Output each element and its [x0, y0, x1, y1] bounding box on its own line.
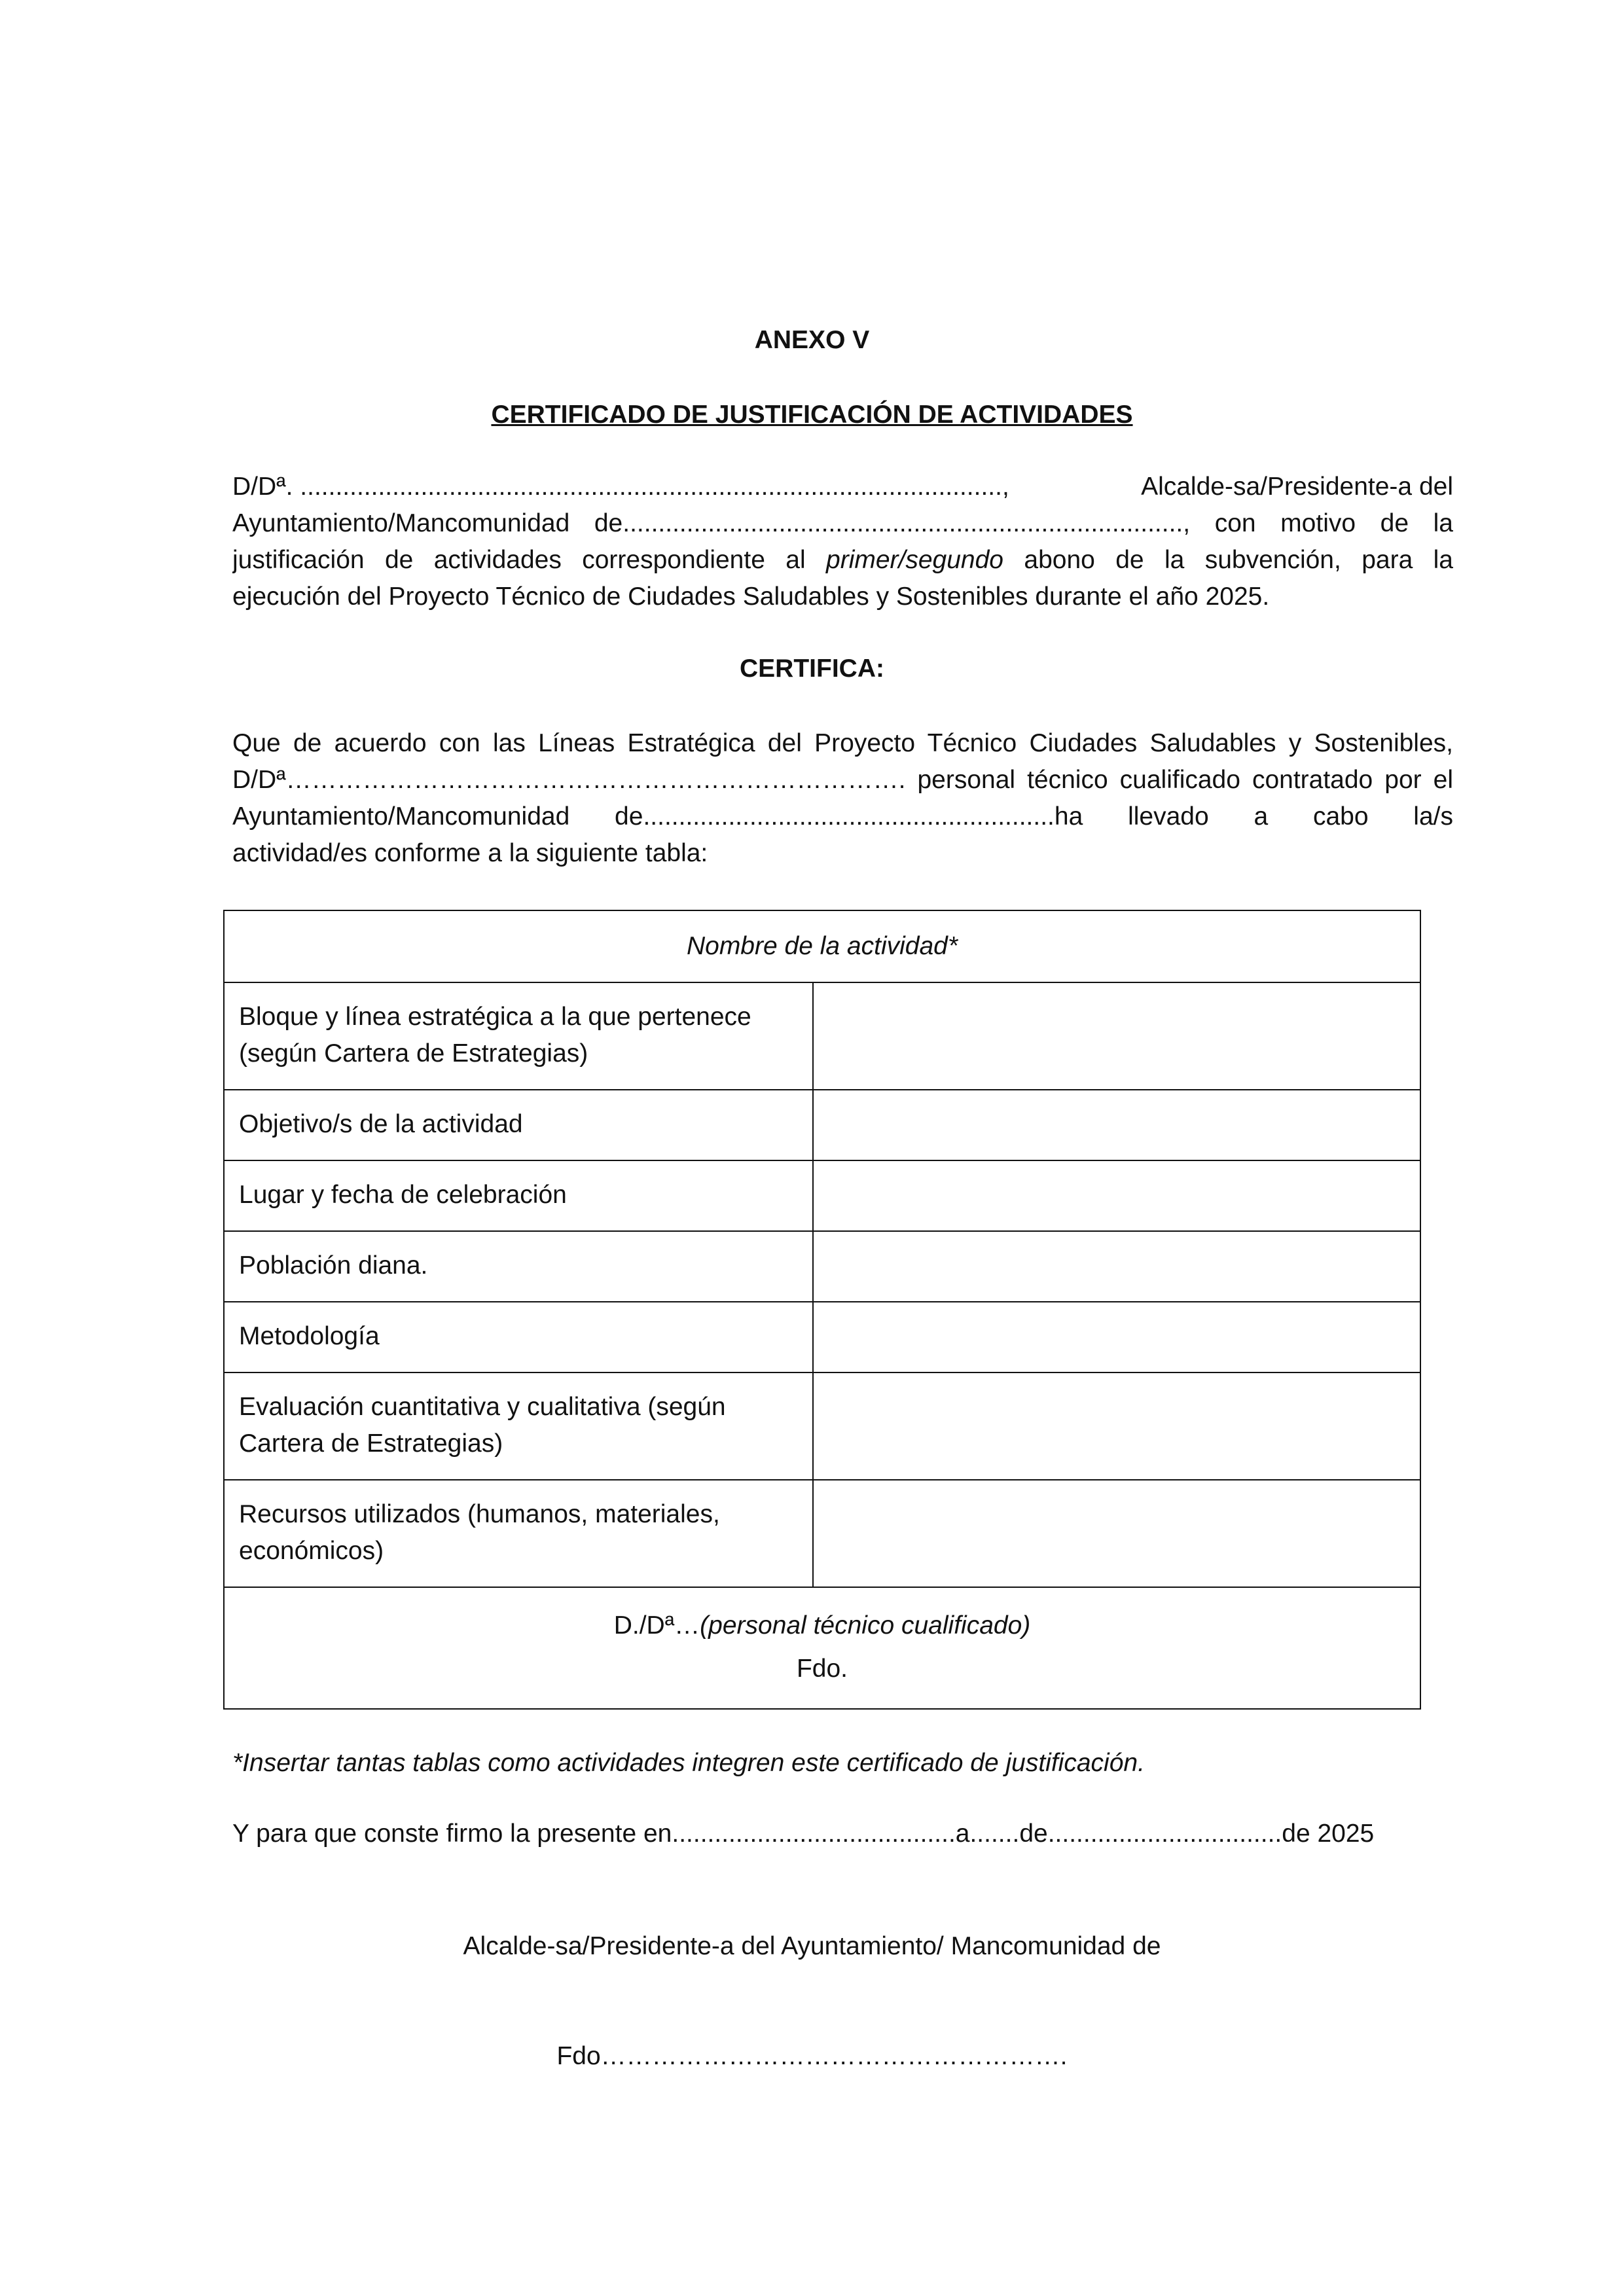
table-footer-cell [225, 1588, 1420, 1708]
footer-signatory-line [225, 1607, 1420, 1644]
intro-line-1-right: Alcalde-sa/Presidente-a del [1141, 473, 1453, 501]
label-line-1: Objetivo/s de la actividad [239, 1110, 523, 1138]
table-row-label [225, 1090, 814, 1160]
table-row-value[interactable] [814, 1373, 1420, 1479]
intro-line-3-post: abono de la subvención, para la [1003, 546, 1453, 574]
intro-line-4: ejecución del Proyecto Técnico de Ciudades Saludables y Sostenibles durante el año 2025. [232, 583, 1270, 611]
table-row-value[interactable] [814, 1480, 1420, 1587]
table-row [225, 1230, 1420, 1301]
label-line-2: Cartera de Estrategias) [239, 1429, 503, 1458]
body-line-4: actividad/es conforme a la siguiente tabla: [232, 839, 708, 867]
label-line-1: Metodología [239, 1322, 380, 1350]
footer-italic: (personal técnico cualificado) [700, 1611, 1031, 1640]
footer-prefix: D./Dª… [613, 1611, 700, 1640]
footer-signature: Fdo. [796, 1655, 848, 1683]
signing-place-date-line: Y para que conste firmo la presente en........................................a.......de.................................de 2025 [232, 1820, 1375, 1848]
label-line-1: Lugar y fecha de celebración [239, 1181, 567, 1209]
label-line-1: Evaluación cuantitativa y cualitativa (según [239, 1393, 726, 1421]
table-row [225, 1372, 1420, 1479]
table-row-value[interactable] [814, 1090, 1420, 1160]
label-line-1: Recursos utilizados (humanos, materiales, [239, 1500, 720, 1528]
label-line-1: Población diana. [239, 1251, 428, 1280]
table-footer-row [225, 1587, 1420, 1708]
table-row-label [225, 1373, 814, 1479]
activity-table [223, 910, 1421, 1710]
intro-line-1-left: D/Dª. ..................................................................................................., [232, 473, 1009, 501]
annex-title: ANEXO V [754, 326, 870, 354]
signature-line: Fdo………………………………………………. [556, 2042, 1068, 2070]
table-row [225, 1479, 1420, 1587]
table-row-label [225, 983, 814, 1089]
label-line-2: económicos) [239, 1537, 384, 1565]
table-header-row [225, 911, 1420, 982]
body-line-2: D/Dª………………………………………………………………. personal técnico cualificado contratado por el [232, 766, 1453, 794]
certificate-title: CERTIFICADO DE JUSTIFICACIÓN DE ACTIVIDADES [491, 401, 1133, 429]
table-row-label [225, 1161, 814, 1230]
table-row-value[interactable] [814, 1232, 1420, 1301]
intro-line-1 [232, 469, 1453, 505]
certifica-heading: CERTIFICA: [740, 655, 884, 683]
table-row-label [225, 1480, 814, 1587]
table-note: *Insertar tantas tablas como actividades integren este certificado de justificación. [232, 1749, 1145, 1777]
table-row-value[interactable] [814, 983, 1420, 1089]
table-row [225, 1160, 1420, 1230]
intro-paragraph [232, 469, 1453, 615]
intro-line-3 [232, 542, 1453, 579]
table-row-value[interactable] [814, 1161, 1420, 1230]
table-header-cell: Nombre de la actividad* [686, 932, 958, 960]
body-line-3: Ayuntamiento/Mancomunidad de..........................................................ha llevado a cabo la/s [232, 802, 1453, 831]
body-paragraph [232, 725, 1453, 872]
signatory-title: Alcalde-sa/Presidente-a del Ayuntamiento/ Mancomunidad de [463, 1932, 1161, 1960]
body-line-1: Que de acuerdo con las Líneas Estratégica del Proyecto Técnico Ciudades Saludables y Sostenibles, [232, 729, 1453, 757]
label-line-1: Bloque y línea estratégica a la que pertenece [239, 1003, 751, 1031]
table-row-label [225, 1232, 814, 1301]
table-row [225, 1089, 1420, 1160]
table-row-label [225, 1302, 814, 1372]
intro-line-2: Ayuntamiento/Mancomunidad de..............................................................................., con motivo de la [232, 509, 1453, 537]
table-row-value[interactable] [814, 1302, 1420, 1372]
label-line-2: (según Cartera de Estrategias) [239, 1039, 588, 1067]
intro-line-3-italic: primer/segundo [826, 546, 1003, 574]
intro-line-3-pre: justificación de actividades correspondiente al [232, 546, 827, 574]
table-row [225, 1301, 1420, 1372]
table-row [225, 982, 1420, 1089]
